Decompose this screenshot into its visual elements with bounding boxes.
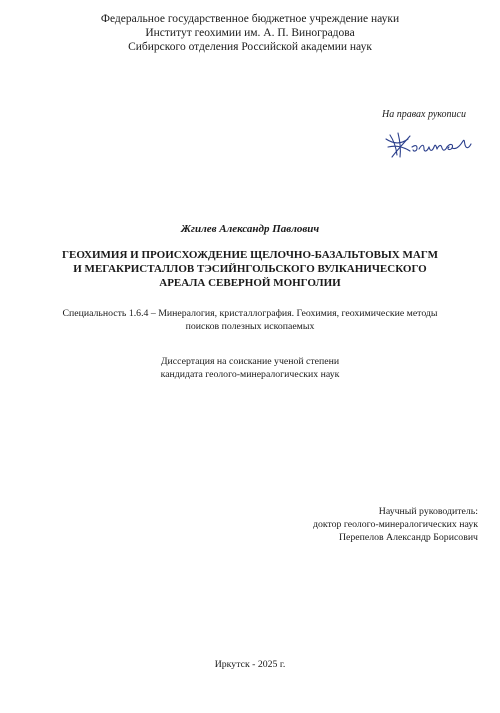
city-year: Иркутск - 2025 г. — [214, 659, 286, 670]
handwritten-signature — [384, 127, 474, 163]
supervisor-line: Научный руководитель: — [378, 506, 478, 517]
specialty-line: Специальность 1.6.4 – Минералогия, кристаллография. Геохимия, геохимические методы — [62, 308, 438, 319]
institution-line: Сибирского отделения Российской академии наук — [128, 41, 372, 53]
institution-header — [0, 12, 500, 54]
specialty — [0, 308, 500, 333]
institution-line: Институт геохимии им. А. П. Виноградова — [145, 27, 355, 39]
title-line: АРЕАЛА СЕВЕРНОЙ МОНГОЛИИ — [159, 277, 341, 289]
author-name: Жгилев Александр Павлович — [180, 223, 320, 235]
title-line: ГЕОХИМИЯ И ПРОИСХОЖДЕНИЕ ЩЕЛОЧНО-БАЗАЛЬТОВЫХ МАГМ — [61, 249, 439, 261]
institution-line: Федеральное государственное бюджетное учреждение науки — [100, 13, 400, 25]
title-line: И МЕГАКРИСТАЛЛОВ ТЭСИЙНГОЛЬСКОГО ВУЛКАНИЧЕСКОГО — [73, 263, 427, 275]
degree-line: Диссертация на соискание ученой степени — [160, 356, 340, 367]
rights-note: На правах рукописи — [382, 109, 466, 120]
supervisor-line: доктор геолого-минералогических наук — [312, 519, 478, 530]
dissertation-title — [30, 248, 470, 290]
degree-statement — [0, 356, 500, 381]
specialty-line: поисков полезных ископаемых — [185, 320, 315, 332]
degree-line: кандидата геолого-минералогических наук — [160, 368, 340, 380]
supervisor-line: Перепелов Александр Борисович — [338, 532, 478, 543]
supervisor-block — [313, 505, 478, 544]
